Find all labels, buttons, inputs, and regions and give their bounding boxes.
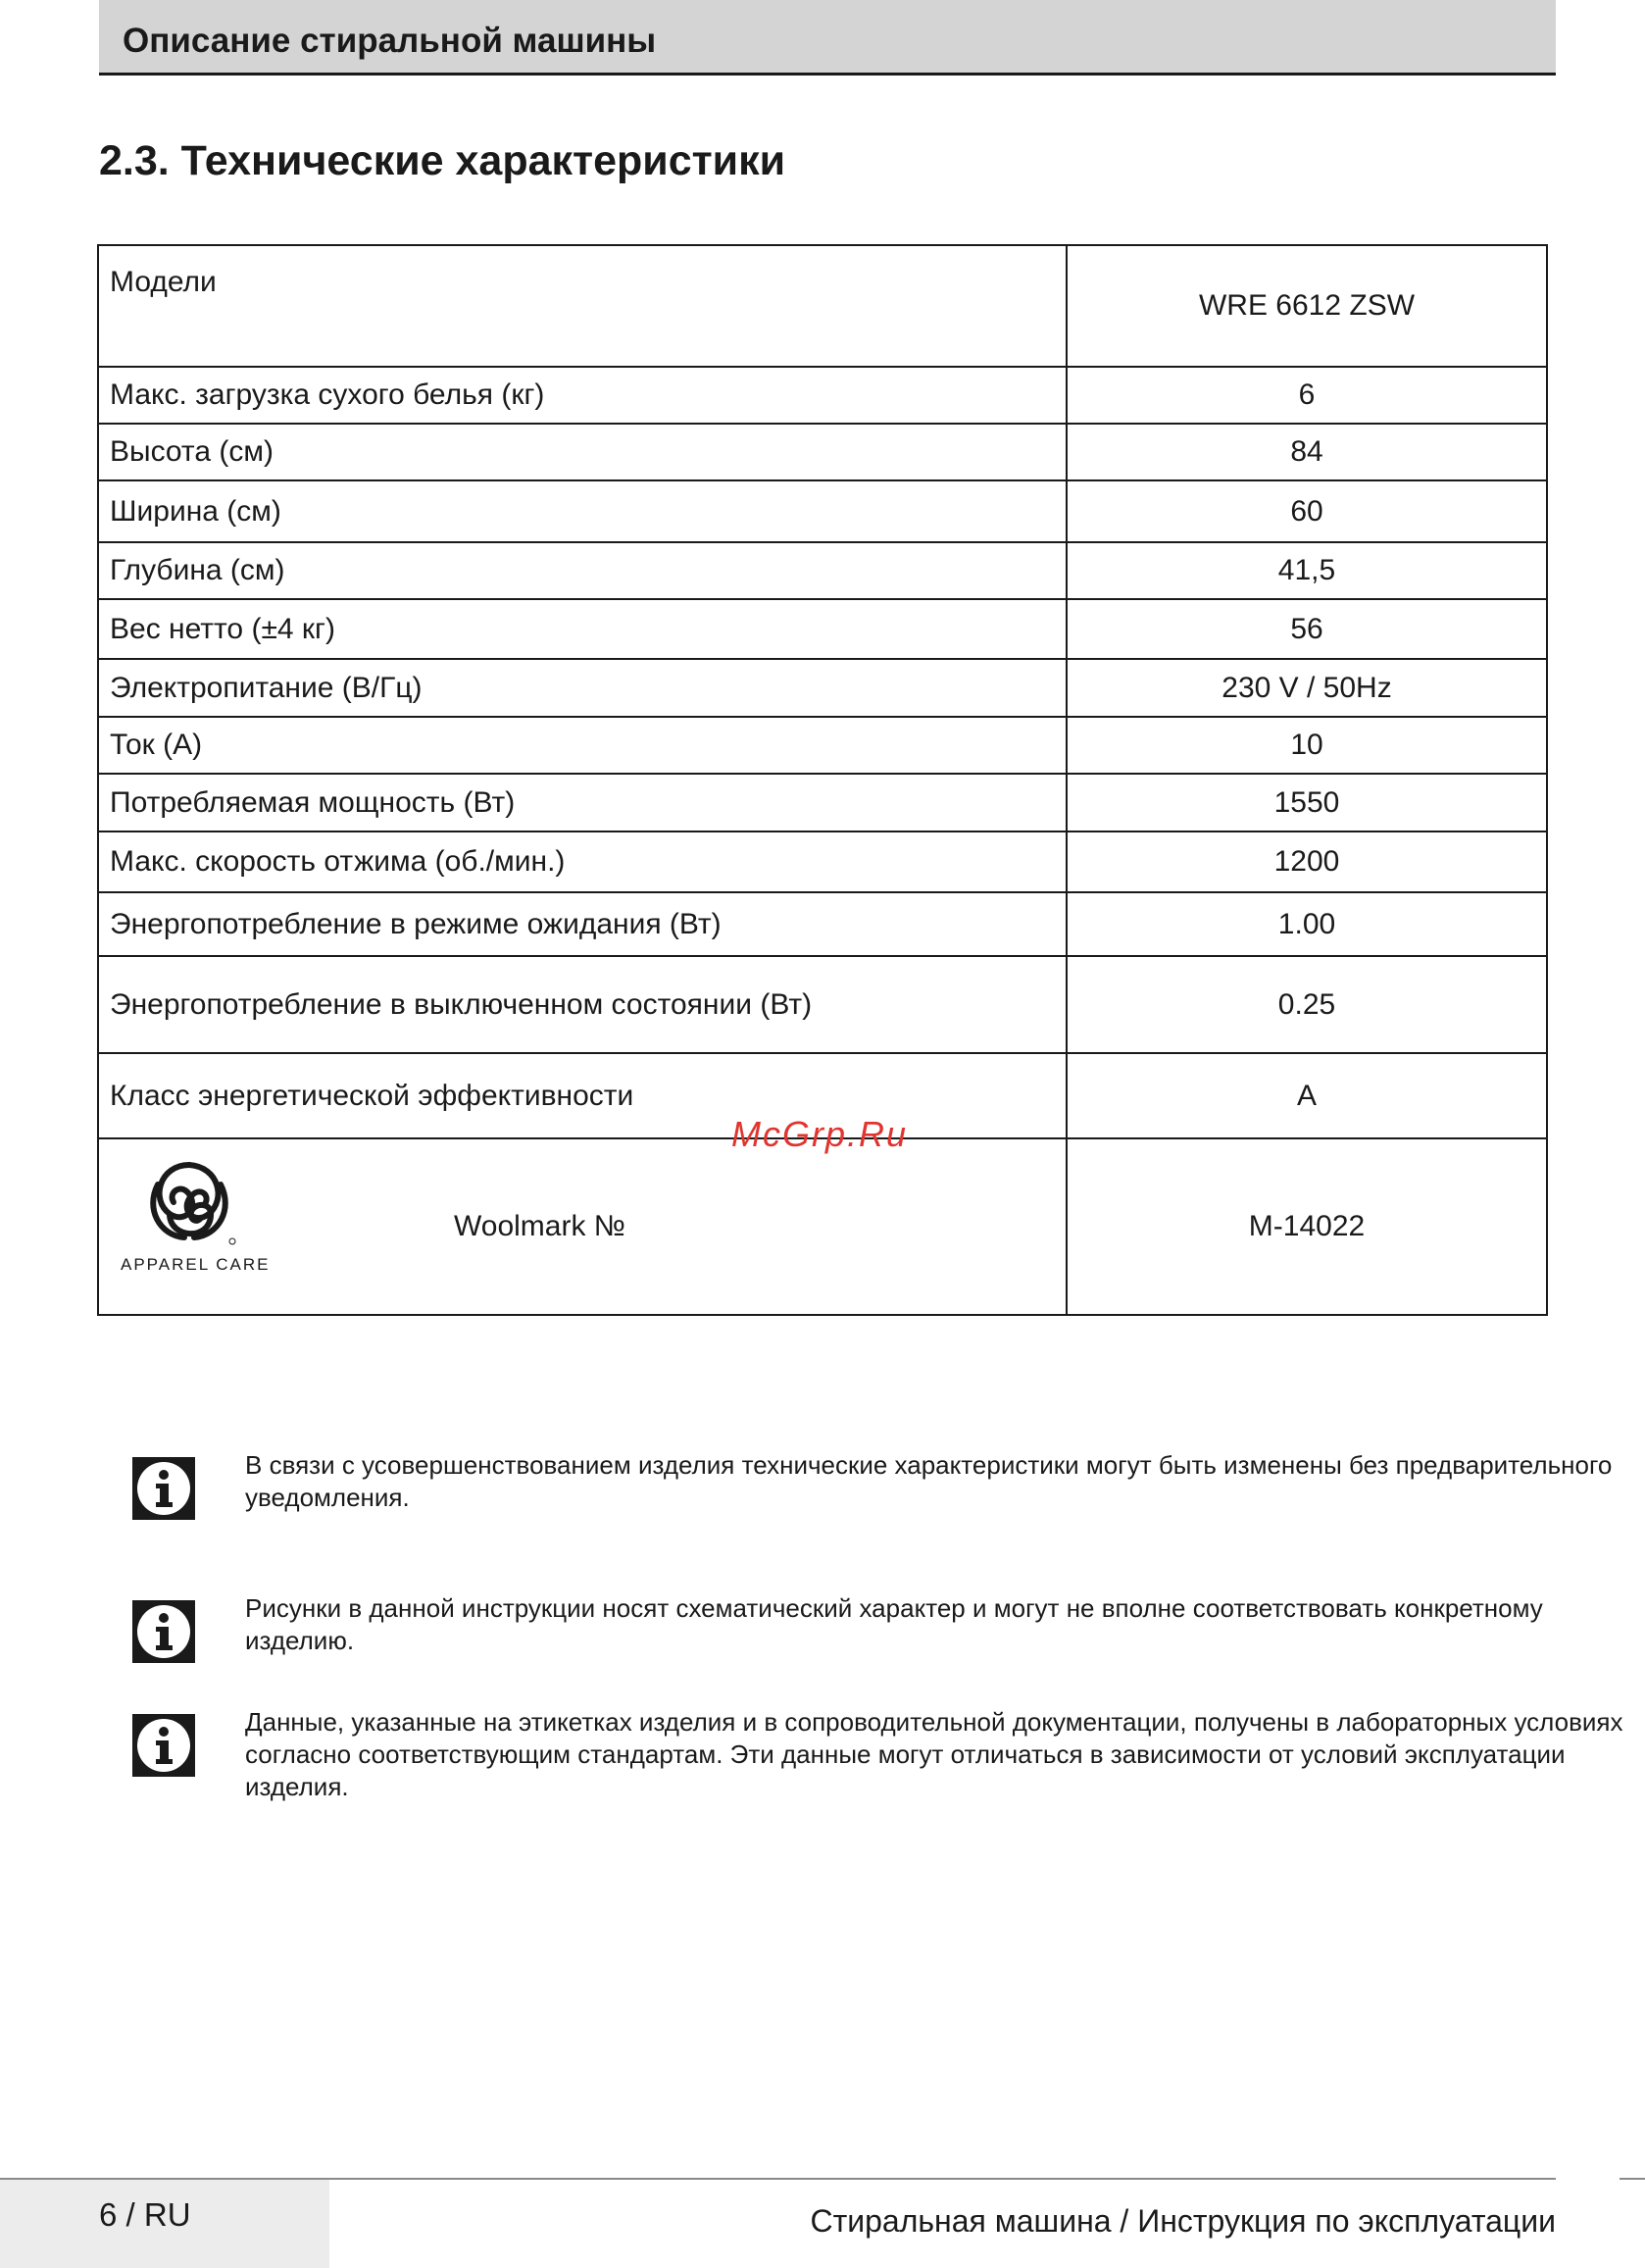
woolmark-cell	[98, 1138, 1067, 1315]
spec-value: 56	[1067, 599, 1547, 659]
spec-label: Класс энергетической эффективности	[98, 1053, 1067, 1138]
table-row-models	[98, 245, 1547, 367]
table-row	[98, 892, 1547, 956]
spec-value: 41,5	[1067, 542, 1547, 599]
spec-value: 6	[1067, 367, 1547, 424]
woolmark-caption: APPAREL CARE	[121, 1255, 271, 1274]
spec-label: Потребляемая мощность (Вт)	[98, 774, 1067, 832]
table-row	[98, 956, 1547, 1053]
table-row	[98, 542, 1547, 599]
footer-title: Стиральная машина / Инструкция по эксплуатации	[810, 2203, 1556, 2239]
info-icon	[132, 1714, 195, 1777]
woolmark-icon	[140, 1155, 238, 1249]
spec-label: Энергопотребление в выключенном состоянии (Вт)	[98, 956, 1067, 1053]
spec-value: 1550	[1067, 774, 1547, 832]
spec-value: 1.00	[1067, 892, 1547, 956]
info-icon	[132, 1600, 195, 1663]
table-row	[98, 367, 1547, 424]
spec-value: 10	[1067, 717, 1547, 774]
note-text: Рисунки в данной инструкции носят схематический характер и могут не вполне соответствовать конкретному изделию.	[245, 1593, 1543, 1655]
spec-label: Макс. загрузка сухого белья (кг)	[98, 367, 1067, 424]
page-title: 2.3. Технические характеристики	[99, 137, 786, 184]
table-row	[98, 832, 1547, 892]
table-row	[98, 659, 1547, 717]
table-row	[98, 774, 1547, 832]
spec-label: Высота (см)	[98, 424, 1067, 480]
models-label: Модели	[98, 245, 1067, 367]
table-row-woolmark	[98, 1138, 1547, 1315]
spec-label: Электропитание (В/Гц)	[98, 659, 1067, 717]
spec-table	[97, 244, 1548, 1316]
spec-label: Ток (А)	[98, 717, 1067, 774]
spec-value: 1200	[1067, 832, 1547, 892]
spec-value: 0.25	[1067, 956, 1547, 1053]
woolmark-logo	[121, 1155, 271, 1275]
table-row	[98, 480, 1547, 542]
section-header-title: Описание стиральной машины	[123, 22, 657, 60]
table-row	[98, 599, 1547, 659]
footer-divider-end	[1620, 2178, 1645, 2180]
note-text: Данные, указанные на этикетках изделия и в сопроводительной документации, получены в лабораторных условиях согласно соответствующим стандартам. Эти данные могут отличаться в зависимости от условий эксплуатации изделия.	[245, 1707, 1623, 1801]
watermark: McGrp.Ru	[731, 1114, 909, 1154]
spec-value: 84	[1067, 424, 1547, 480]
spec-label: Глубина (см)	[98, 542, 1067, 599]
section-header-bar	[99, 0, 1556, 76]
spec-label: Вес нетто (±4 кг)	[98, 599, 1067, 659]
table-row	[98, 717, 1547, 774]
woolmark-value: M-14022	[1067, 1138, 1547, 1315]
note-text: В связи с усовершенствованием изделия технические характеристики могут быть изменены без предварительного уведомления.	[245, 1450, 1613, 1512]
spec-value: 60	[1067, 480, 1547, 542]
spec-label: Энергопотребление в режиме ожидания (Вт)	[98, 892, 1067, 956]
models-value: WRE 6612 ZSW	[1067, 245, 1547, 367]
page-number: 6 / RU	[99, 2196, 191, 2233]
spec-label: Ширина (см)	[98, 480, 1067, 542]
spec-label: Макс. скорость отжима (об./мин.)	[98, 832, 1067, 892]
woolmark-label: Woolmark №	[454, 1210, 625, 1242]
table-row	[98, 424, 1547, 480]
spec-value: 230 V / 50Hz	[1067, 659, 1547, 717]
info-icon	[132, 1457, 195, 1520]
spec-value: A	[1067, 1053, 1547, 1138]
